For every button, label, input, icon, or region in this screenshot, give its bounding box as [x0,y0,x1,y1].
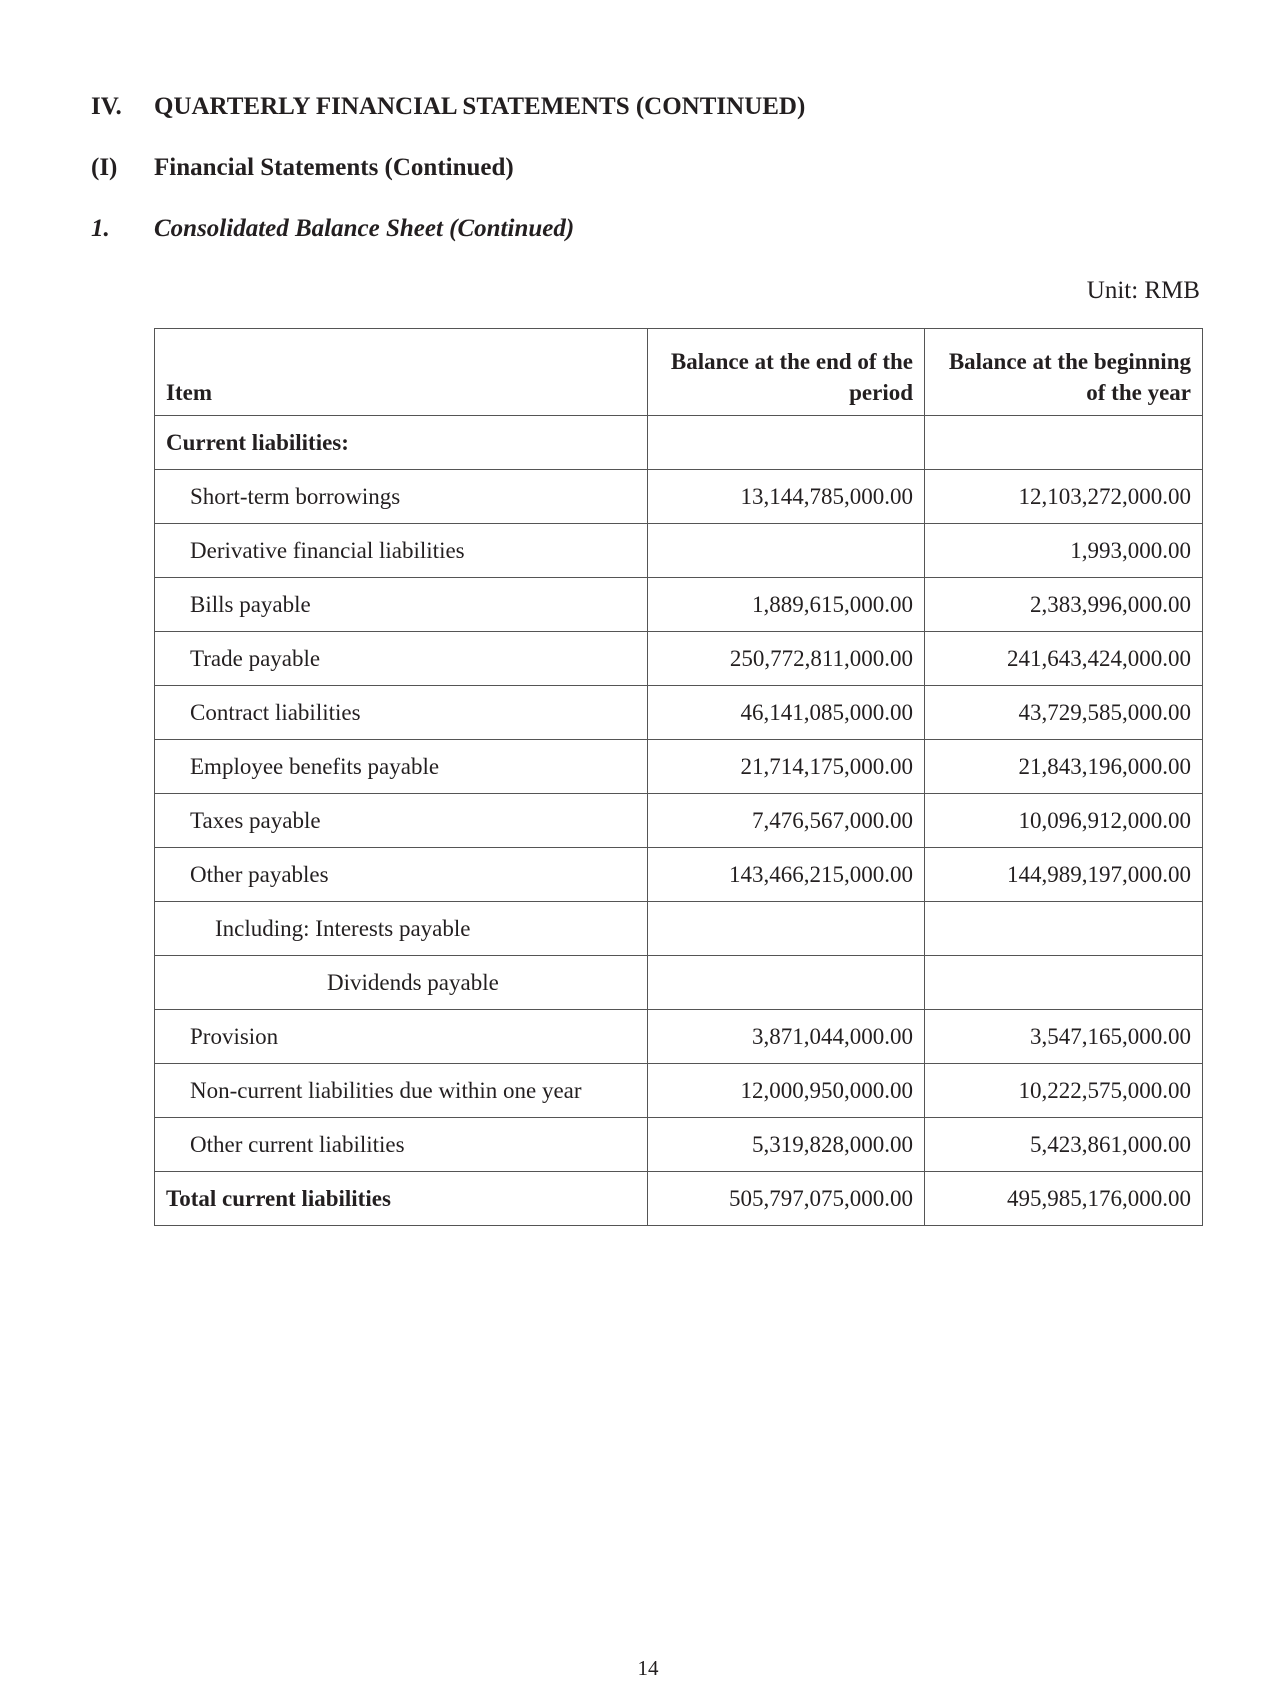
row-label: Bills payable [155,578,648,632]
table-row [155,1010,1203,1064]
row-end-value: 1,889,615,000.00 [648,578,925,632]
row-begin-value: 10,222,575,000.00 [925,1064,1203,1118]
section-title: QUARTERLY FINANCIAL STATEMENTS (CONTINUED) [154,93,806,120]
row-end-value [648,956,925,1010]
row-end-value [648,524,925,578]
table-row [155,470,1203,524]
row-begin-value: 21,843,196,000.00 [925,740,1203,794]
statement-heading [91,215,574,243]
row-label: Other current liabilities [155,1118,648,1172]
table-row [155,578,1203,632]
subsection-title: Financial Statements (Continued) [154,154,514,181]
row-begin-value: 43,729,585,000.00 [925,686,1203,740]
page-number: 14 [637,1656,659,1680]
row-label: Derivative financial liabilities [155,524,648,578]
table-row [155,524,1203,578]
row-begin-value: 144,989,197,000.00 [925,848,1203,902]
table-row [155,1064,1203,1118]
subsection-number: (I) [91,154,118,181]
table-row [155,956,1203,1010]
row-begin-value: 3,547,165,000.00 [925,1010,1203,1064]
row-begin-value: 2,383,996,000.00 [925,578,1203,632]
row-begin-value: 1,993,000.00 [925,524,1203,578]
header-beginning-of-year: Balance at the beginning of the year [925,329,1203,416]
row-label: Current liabilities: [155,416,648,470]
row-label: Dividends payable [155,956,648,1010]
total-end-value: 505,797,075,000.00 [648,1172,925,1226]
table-row [155,1118,1203,1172]
subsection-heading [91,154,514,182]
header-item: Item [155,329,648,416]
table-row [155,632,1203,686]
row-end-value: 12,000,950,000.00 [648,1064,925,1118]
section-heading [91,93,805,121]
row-end-value: 250,772,811,000.00 [648,632,925,686]
row-end-value: 143,466,215,000.00 [648,848,925,902]
row-end-value: 3,871,044,000.00 [648,1010,925,1064]
row-label: Employee benefits payable [155,740,648,794]
row-begin-value: 5,423,861,000.00 [925,1118,1203,1172]
total-begin-value: 495,985,176,000.00 [925,1172,1203,1226]
table-row [155,902,1203,956]
row-label: Short-term borrowings [155,470,648,524]
row-label: Trade payable [155,632,648,686]
row-begin-value: 241,643,424,000.00 [925,632,1203,686]
total-label: Total current liabilities [155,1172,648,1226]
row-label: Taxes payable [155,794,648,848]
row-begin-value [925,902,1203,956]
section-number: IV. [91,93,122,120]
row-begin-value: 12,103,272,000.00 [925,470,1203,524]
table-row [155,794,1203,848]
total-row [155,1172,1203,1226]
balance-sheet-table [154,328,1203,1226]
row-end-value: 5,319,828,000.00 [648,1118,925,1172]
table-header-row [155,329,1203,416]
row-end-value: 13,144,785,000.00 [648,470,925,524]
table-row [155,686,1203,740]
row-begin-value [925,956,1203,1010]
row-end-value [648,902,925,956]
row-label: Other payables [155,848,648,902]
row-begin-value: 10,096,912,000.00 [925,794,1203,848]
unit-label: Unit: RMB [1086,277,1200,304]
row-label: Including: Interests payable [155,902,648,956]
statement-title: Consolidated Balance Sheet (Continued) [154,215,575,242]
row-label: Contract liabilities [155,686,648,740]
row-label: Provision [155,1010,648,1064]
row-begin-value [925,416,1203,470]
header-end-of-period: Balance at the end of the period [648,329,925,416]
row-end-value [648,416,925,470]
table-row [155,416,1203,470]
row-end-value: 7,476,567,000.00 [648,794,925,848]
row-end-value: 46,141,085,000.00 [648,686,925,740]
table-row [155,848,1203,902]
statement-number: 1. [91,215,110,242]
row-label: Non-current liabilities due within one year [155,1064,648,1118]
table-row [155,740,1203,794]
row-end-value: 21,714,175,000.00 [648,740,925,794]
